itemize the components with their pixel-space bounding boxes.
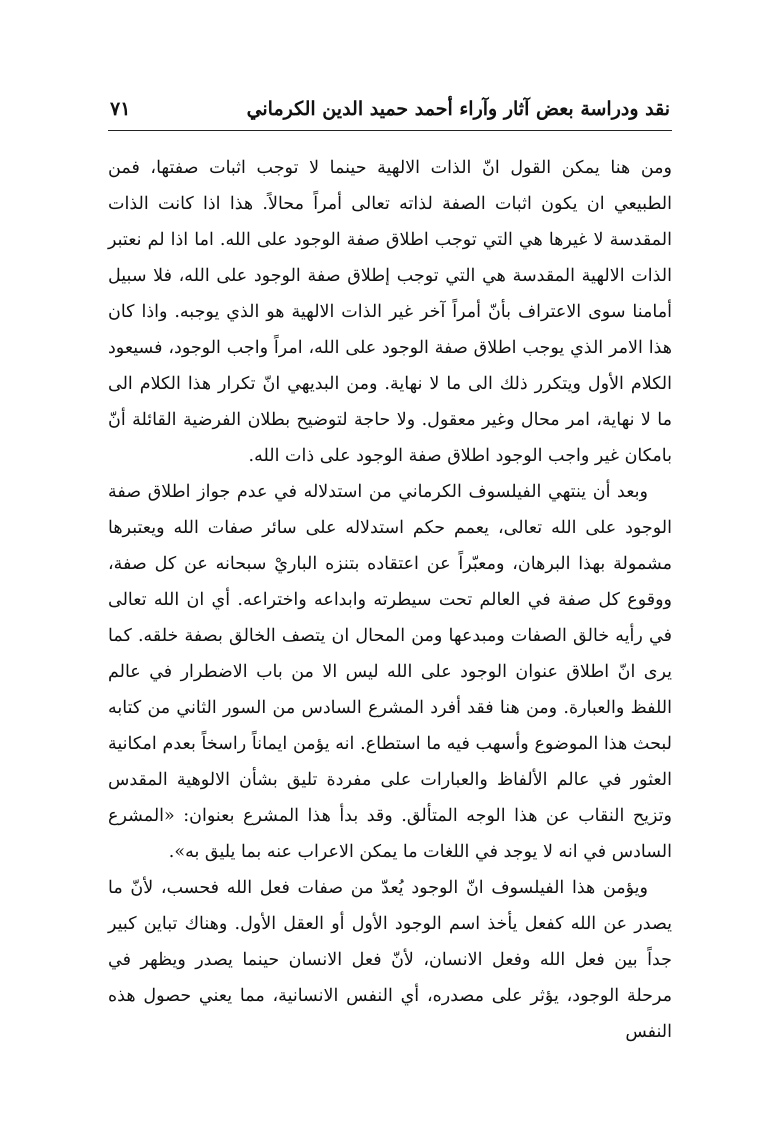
paragraph: ويؤمن هذا الفيلسوف انّ الوجود يُعدّ من صفات فعل الله فحسب، لأنّ ما يصدر عن الله كفعل يأخذ اسم الوجود الأول أو العقل الأول. وهناك تباين كبير جداً بين فعل الله وفعل الانسان، لأنّ فعل الانسان حينما يصدر ويظهر في مرحلة الوجود، يؤثر على مصدره، أي النفس الانسانية، مما يعني حصول هذه النفس bbox=[108, 878, 672, 1042]
paragraph: ومن هنا يمكن القول انّ الذات الالهية حينما لا توجب اثبات صفتها، فمن الطبيعي ان يكون اثبات الصفة لذاته تعالى أمراً محالاً. هذا اذا كانت الذات المقدسة لا غيرها هي التي توجب اطلاق صفة الوجود على الله. اما اذا لم نعتبر الذات الالهية المقدسة هي التي توجب إطلاق صفة الوجود على الله، فلا سبيل أمامنا سوى الاعتراف بأنّ أمراً آخر غير الذات الالهية هو الذي يوجبه. واذا كان هذا الامر الذي يوجب اطلاق صفة الوجود على الله، امراً واجب الوجود، فسيعود الكلام الأول ويتكرر ذلك الى ما لا نهاية. ومن البديهي انّ تكرار هذا الكلام الى ما لا نهاية، امر محال وغير معقول. ولا حاجة لتوضيح بطلان الفرضية القائلة أنّ بامكان غير واجب الوجود اطلاق صفة الوجود على ذات الله. bbox=[108, 158, 672, 466]
page-number: ٧١ bbox=[110, 98, 131, 120]
body-text bbox=[108, 150, 672, 1050]
header-divider bbox=[108, 130, 672, 131]
running-title: نقد ودراسة بعض آثار وآراء أحمد حميد الدين الكرماني bbox=[246, 98, 670, 120]
page-header bbox=[110, 96, 670, 128]
paragraph: وبعد أن ينتهي الفيلسوف الكرماني من استدلاله في عدم جواز اطلاق صفة الوجود على الله تعالى، يعمم حكم استدلاله على سائر صفات الله ويعتبرها مشمولة بهذا البرهان، ومعبّراً عن اعتقاده بتنزه الباريْ سبحانه عن كل صفة، ووقوع كل صفة في العالم تحت سيطرته وابداعه واختراعه. أي ان الله تعالى في رأيه خالق الصفات ومبدعها ومن المحال ان يتصف الخالق بصفة خلقه. كما يرى انّ اطلاق عنوان الوجود على الله ليس الا من باب الاضطرار في عالم اللفظ والعبارة. ومن هنا فقد أفرد المشرع السادس من السور الثاني من كتابه لبحث هذا الموضوع وأسهب فيه ما استطاع. انه يؤمن ايماناً راسخاً بعدم امكانية العثور في عالم الألفاظ والعبارات على مفردة تليق بشأن الالوهية المقدس وتزيح النقاب عن هذا الوجه المتألق. وقد بدأ هذا المشرع بعنوان: «المشرع السادس في انه لا يوجد في اللغات ما يمكن الاعراب عنه بما يليق به». bbox=[108, 482, 672, 862]
